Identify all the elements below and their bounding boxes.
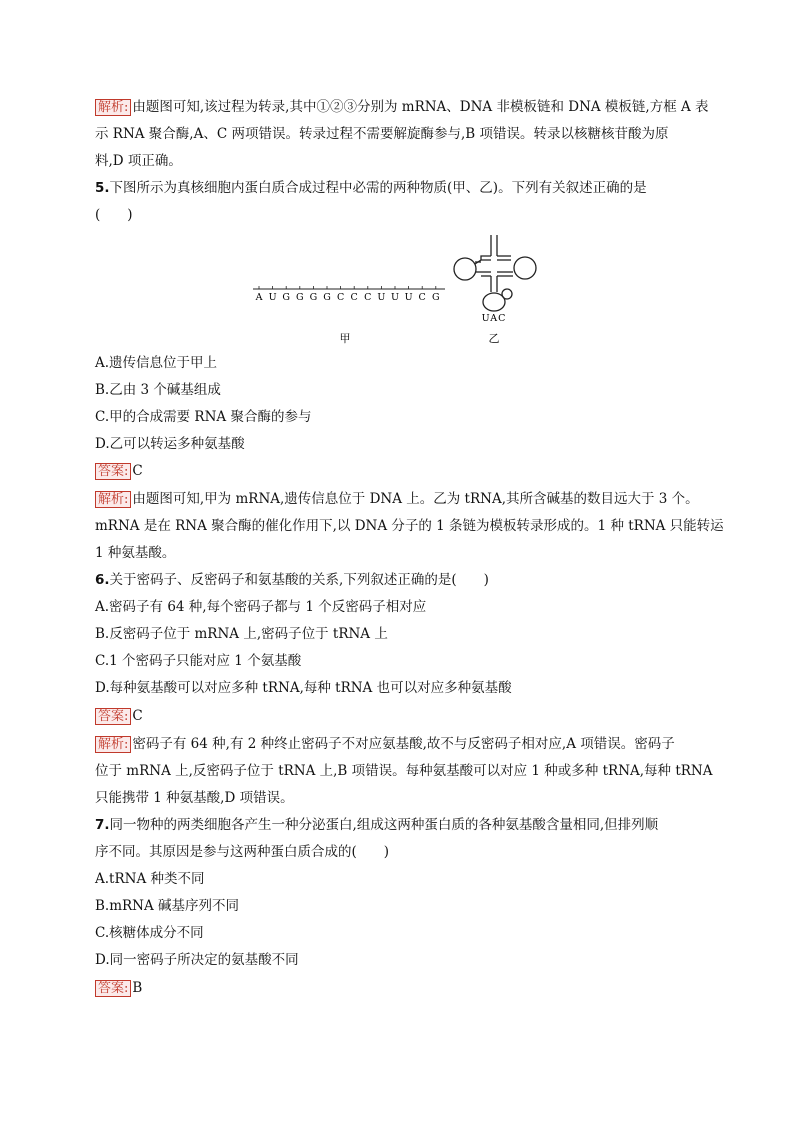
analysis-tag: 解析: (95, 99, 131, 116)
q5-option-a: A.遗传信息位于甲上 (95, 355, 218, 371)
analysis-tag: 解析: (95, 736, 131, 753)
mrna-base: C (350, 292, 358, 303)
mrna-base: A (255, 292, 263, 303)
mrna-bases (255, 292, 440, 303)
q6-option-d: D.每种氨基酸可以对应多种 tRNA,每种 tRNA 也可以对应多种氨基酸 (95, 680, 512, 696)
question-number: 7. (95, 817, 110, 833)
q7-option-d: D.同一密码子所决定的氨基酸不同 (95, 952, 299, 968)
q6-option-a: A.密码子有 64 种,每个密码子都与 1 个反密码子相对应 (95, 599, 427, 615)
question-number: 6. (95, 572, 110, 588)
q6-answer: 答案: C (95, 707, 143, 725)
trna-mrna-figure (245, 232, 545, 352)
mrna-base: G (296, 292, 304, 303)
q6-stem: 6.关于密码子、反密码子和氨基酸的关系,下列叙述正确的是( ) (95, 572, 489, 588)
q5-analysis-line-3: 1 种氨基酸。 (95, 545, 176, 561)
answer-tag: 答案: (95, 980, 131, 997)
mrna-base: C (336, 292, 345, 303)
answer-tag: 答案: (95, 708, 131, 725)
mrna-base: U (268, 292, 277, 303)
q5-answer: 答案: C (95, 462, 143, 480)
q5-analysis-line-2: mRNA 是在 RNA 聚合酶的催化作用下,以 DNA 分子的 1 条链为模板转录形成的。1 种 tRNA 只能转运 (95, 518, 724, 534)
q4-analysis-line-2: 示 RNA 聚合酶,A、C 两项错误。转录过程不需要解旋酶参与,B 项错误。转录以核糖核苷酸为原 (95, 126, 669, 142)
q5-analysis-line-1: 解析: 由题图可知,甲为 mRNA,遗传信息位于 DNA 上。乙为 tRNA,其所含碱基的数目远大于 3 个。 (95, 490, 699, 508)
mrna-base: U (377, 292, 386, 303)
q7-option-b: B.mRNA 碱基序列不同 (95, 898, 240, 914)
mrna-base: C (364, 292, 372, 303)
mrna-base: C (418, 292, 426, 303)
label-yi: 乙 (488, 332, 500, 345)
trna-structure (454, 235, 536, 311)
analysis-tag: 解析: (95, 491, 131, 508)
mrna-base: G (282, 292, 290, 303)
q7-answer: 答案: B (95, 979, 142, 997)
q6-option-b: B.反密码子位于 mRNA 上,密码子位于 tRNA 上 (95, 626, 388, 642)
mrna-base: G (323, 292, 331, 303)
anticodon-label: UAC (481, 313, 507, 324)
label-jia: 甲 (339, 332, 351, 345)
q5-stem-line-1: 5.下图所示为真核细胞内蛋白质合成过程中必需的两种物质(甲、乙)。下列有关叙述正确的是 (95, 180, 647, 196)
answer-tag: 答案: (95, 463, 131, 480)
question-number: 5. (95, 180, 110, 196)
q6-analysis-line-1: 解析: 密码子有 64 种,有 2 种终止密码子不对应氨基酸,故不与反密码子相对应,A 项错误。密码子 (95, 735, 675, 753)
q7-stem-line-2: 序不同。其原因是参与这两种蛋白质合成的( ) (95, 844, 390, 860)
q5-option-c: C.甲的合成需要 RNA 聚合酶的参与 (95, 409, 312, 425)
mrna-base: U (404, 292, 413, 303)
mrna-base: U (390, 292, 400, 303)
q4-analysis-line-1: 解析: 由题图可知,该过程为转录,其中①②③分别为 mRNA、DNA 非模板链和 DNA 模板链,方框 A 表 (95, 98, 709, 116)
q7-option-c: C.核糖体成分不同 (95, 925, 204, 941)
q5-option-d: D.乙可以转运多种氨基酸 (95, 436, 245, 452)
q5-stem-line-2: ( ) (95, 207, 133, 223)
q7-stem-line-1: 7.同一物种的两类细胞各产生一种分泌蛋白,组成这两种蛋白质的各种氨基酸含量相同,但排列顺 (95, 817, 659, 833)
mrna-base: G (432, 292, 440, 303)
q6-option-c: C.1 个密码子只能对应 1 个氨基酸 (95, 653, 302, 669)
q6-analysis-line-3: 只能携带 1 种氨基酸,D 项错误。 (95, 790, 294, 806)
mrna-base: G (309, 292, 318, 303)
q4-analysis-line-3: 料,D 项正确。 (95, 153, 182, 169)
q6-analysis-line-2: 位于 mRNA 上,反密码子位于 tRNA 上,B 项错误。每种氨基酸可以对应 1 种或多种 tRNA,每种 tRNA (95, 763, 713, 779)
q5-option-b: B.乙由 3 个碱基组成 (95, 382, 221, 398)
q7-option-a: A.tRNA 种类不同 (95, 871, 205, 887)
